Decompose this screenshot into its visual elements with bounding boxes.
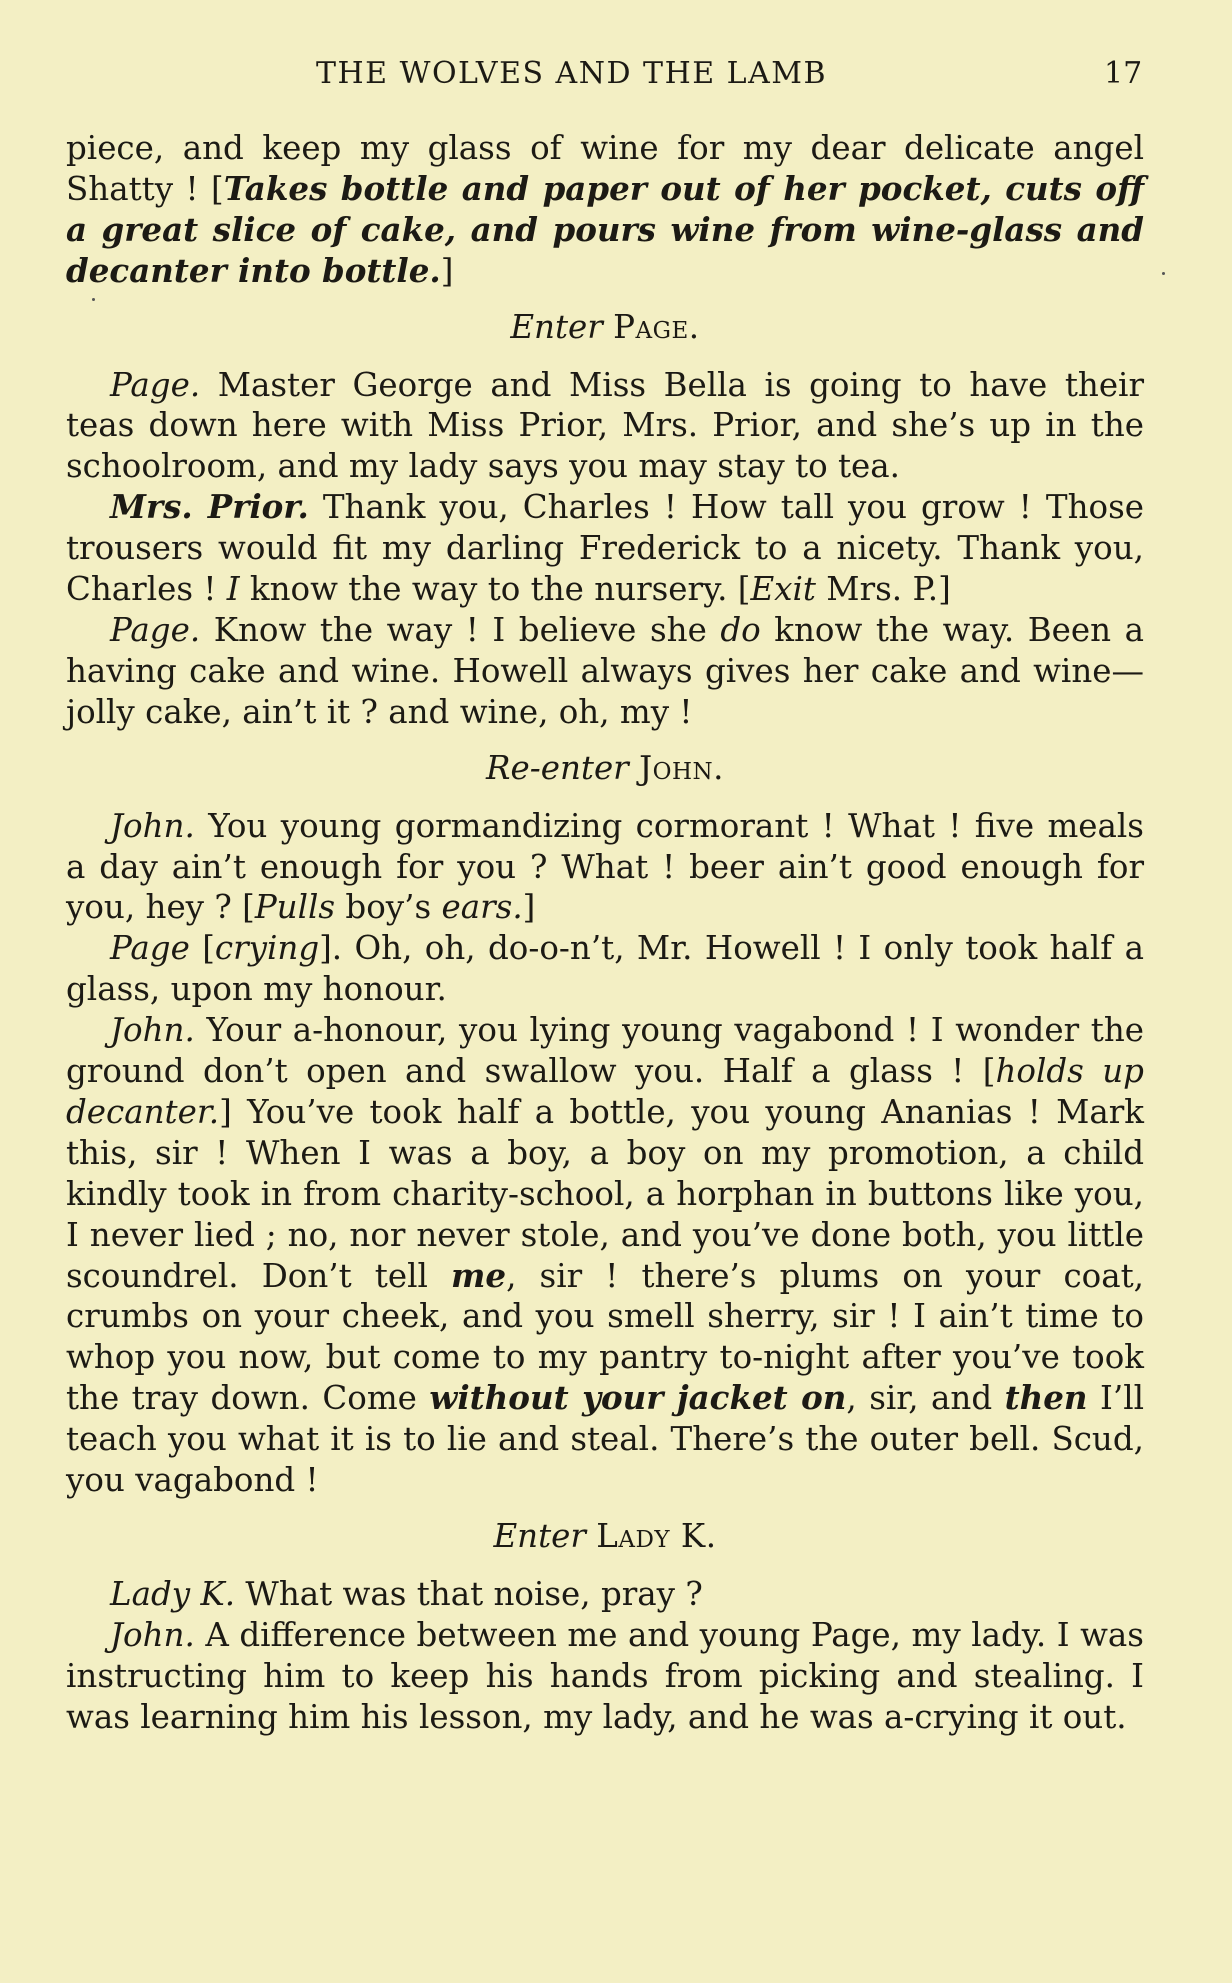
speaker-name: John. [110,1615,195,1654]
character-name: Page. [613,307,700,346]
dialogue-text: Know the way ! I believe she [200,610,721,649]
emphasis: without your jacket on [429,1378,847,1418]
stage-direction-heading [66,1516,1144,1557]
stage-direction-heading [66,307,1144,348]
dialogue-text: Master George and Miss Bella is going to have their teas down here with Miss Prior, Mrs. Prior, and she’s up in the schoolroom, and my lady says you may stay to tea. [66,365,1144,486]
paper-speck [92,298,95,301]
stage-direction-heading [66,748,1144,789]
dialogue-text: You young gormandizing cormorant ! What ! five meals a day ain’t enough for you ? What ! beer ain’t good enough for you, hey ? [ [66,806,1144,927]
emphasis: then [1004,1378,1088,1418]
dialogue-text: [ [189,929,215,968]
dialogue-text: A difference between me and young Page, my lady. I was instructing him to keep his hands from picking and stealing. I was learning him his lesson, my lady, and he was a-crying it out. [66,1615,1144,1736]
speaker-name: John. [110,1011,195,1050]
speaker-name: Mrs. Prior. [110,487,309,527]
stage-direction: Exit [750,570,816,609]
dialogue-paragraph [66,487,1144,610]
dialogue-paragraph [66,1615,1144,1738]
dialogue-text: ] [522,888,536,927]
stage-direction-verb: Re-enter [486,748,629,787]
text-span: ] [440,251,454,290]
dialogue-paragraph [66,1010,1144,1501]
dialogue-text: , sir, and [846,1379,1005,1418]
dialogue-paragraph [66,365,1144,488]
dialogue-text: Mrs. P.] [815,570,951,609]
dialogue-text: What was that noise, pray ? [235,1574,703,1613]
emphasis: me [451,1255,507,1295]
dialogue-text: Your a-honour, you lying young vagabond ! I wonder the ground don’t open and swallow you. Half a glass ! [ [66,1011,1144,1091]
speaker-name: John. [110,806,195,845]
dialogue-paragraph [66,928,1144,1010]
speaker-name: Page. [110,610,201,649]
speaker-name: Page [110,929,190,968]
page-number: 17 [1104,56,1143,91]
paper-speck [1162,272,1165,275]
dialogue-text: know the way. Been a having cake and wine. Howell always gives her cake and wine—jolly cake, ain’t it ? and wine, oh, my ! [66,610,1144,731]
dialogue-paragraph [66,806,1144,929]
character-name: Lady K. [596,1517,717,1555]
dialogue-text: I’ll teach you what it is to lie and steal. There’s the outer bell. Scud, you vagabond ! [66,1379,1144,1500]
stage-direction: Pulls [254,888,336,927]
stage-direction-verb: Enter [510,307,603,346]
character-name: John. [639,748,724,787]
dialogue-text: boy’s [335,888,442,927]
page-body [66,128,1144,1738]
emphasis: I [226,570,240,609]
dialogue-paragraph [66,610,1144,733]
speaker-name: Page. [110,365,201,404]
stage-direction-verb: Enter [493,1517,586,1555]
dialogue-text: , sir ! there’s plums on your coat, crumbs on your cheek, and you smell sherry, sir ! I ain’t time to whop you now, but come to my pantry to-night after you’ve took the tray down. Come [66,1256,1145,1418]
emphasis: do [720,610,761,649]
page-header [0,52,1232,96]
stage-direction: holds up decanter. [66,1052,1144,1131]
running-title: THE WOLVES AND THE LAMB [316,56,828,91]
dialogue-text: know the way to the nursery. [ [239,570,751,609]
paragraph [66,128,1144,292]
stage-direction: Takes bottle and paper out of her pocket, cuts off a great slice of cake, and pours wine from wine-glass and decanter into bottle. [66,168,1144,290]
stage-direction: crying [214,929,320,968]
speaker-name: Lady K. [110,1574,236,1613]
text-span: piece, and keep my glass of wine for my dear delicate angel Shatty ! [ [66,129,1144,208]
dialogue-paragraph [66,1574,1144,1615]
dialogue-text: ]. Oh, oh, do-o-n’t, Mr. Howell ! I only took half a glass, upon my honour. [66,929,1144,1009]
stage-direction: ears. [441,888,523,927]
dialogue-text: Thank you, Charles ! How tall you grow ! Those trousers would fit my darling Frederick to a nicety. Thank you, Charles ! [66,488,1144,609]
dialogue-text: ] You’ve took half a bottle, you young Ananias ! Mark this, sir ! When I was a boy, a boy on my promotion, a child kindly took in from charity-school, a horphan in buttons like you, I never lied ; no, nor never stole, and you’ve done both, you little scoundrel. Don’t tell [66,1092,1144,1295]
